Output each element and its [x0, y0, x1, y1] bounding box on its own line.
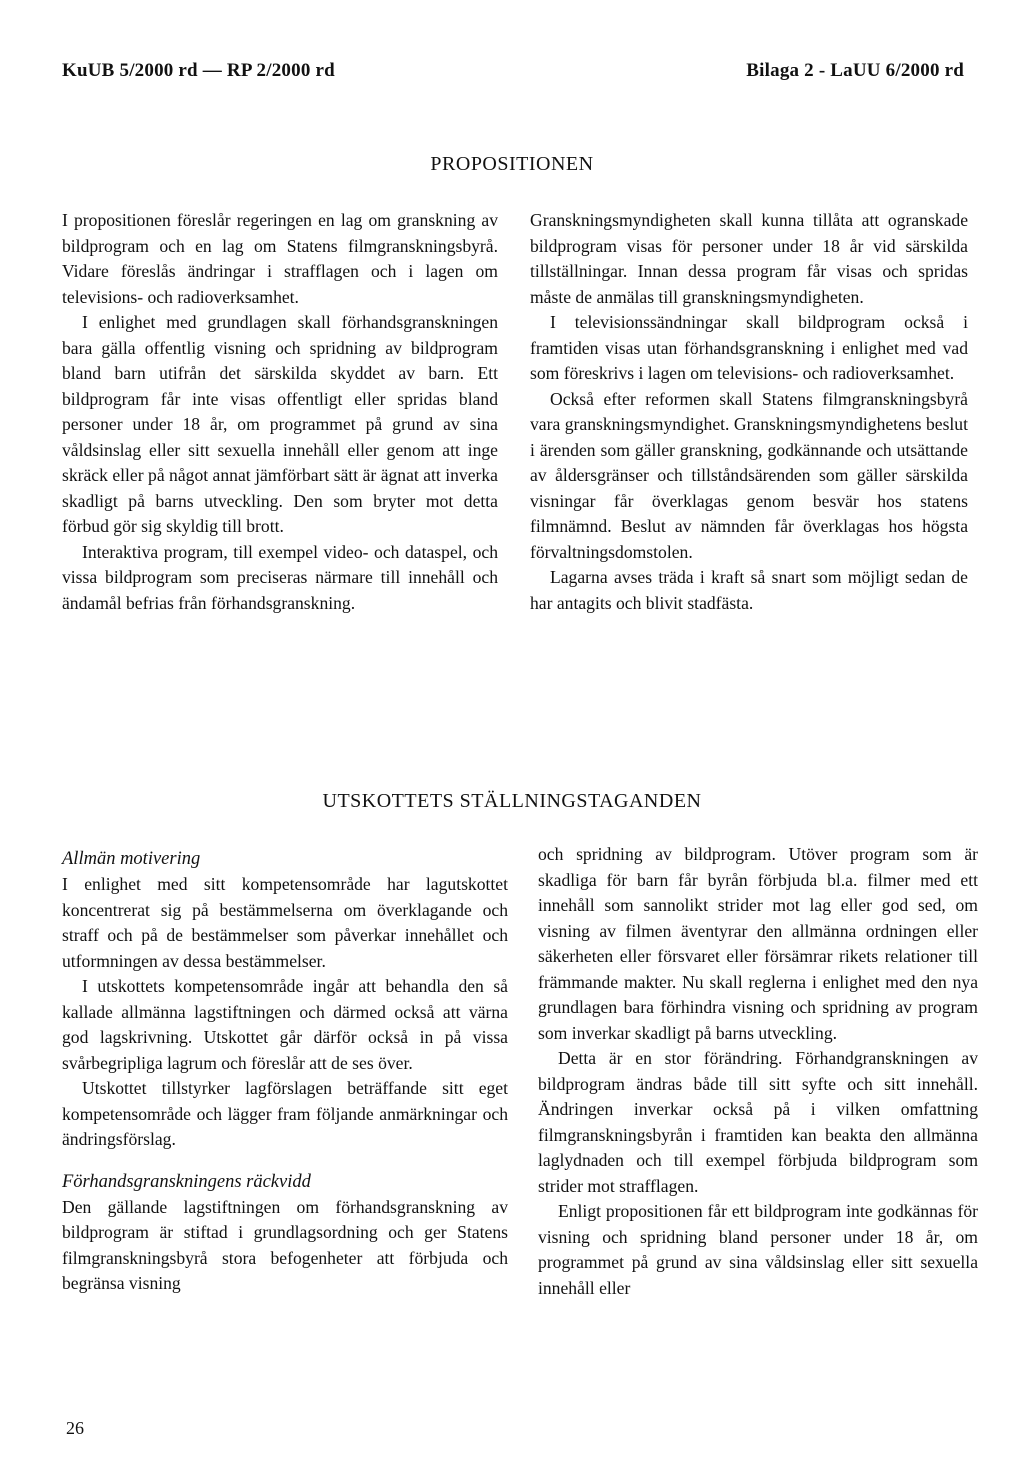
subheading-allman-motivering: Allmän motivering — [62, 849, 201, 869]
header-left: KuUB 5/2000 rd — RP 2/2000 rd — [62, 60, 335, 81]
paragraph: Interaktiva program, till exempel video- och dataspel, och vissa bildprogram som preciseras närmare till innehåll och ändamål befrias från förhandsgranskning. — [62, 541, 498, 613]
subheading-forhandsgranskningens-rackvidd: Förhandsgranskningens räckvidd — [62, 1171, 311, 1192]
paragraph: Också efter reformen skall Statens filmgranskningsbyrå vara granskningsmyndighet. Granskningsmyndighetens beslut i ärenden som gäller granskning, godkännande och utsättande av åldersgränser och tillståndsärenden som gäller särskilda visningar får överklagas genom besvär hos statens filmnämnd. Beslut av nämnden får överklagas hos högsta förvaltningsdomstolen. — [530, 388, 968, 562]
utskottets-right-column — [538, 842, 978, 1301]
paragraph: Utskottet tillstyrker lagförslagen beträffande sitt eget kompetensområde och lägger fram följande anmärkningar och ändringsförslag. — [62, 1078, 508, 1149]
header-right: Bilaga 2 - LaUU 6/2000 rd — [746, 60, 964, 81]
section-title-utskottets: UTSKOTTETS STÄLLNINGSTAGANDEN — [322, 790, 702, 812]
utskottets-left-column — [62, 846, 508, 1297]
paragraph: I enlighet med grundlagen skall förhandsgranskningen bara gälla offentlig visning och spridning av bildprogram bland barn utifrån det särskilda skyddet av barn. Ett bildprogram får inte visas offentligt eller spridas bland personer under 18 år, om programmet på grund av sina våldsinslag eller sitt sexuella innehåll eller genom att inge skräck eller på något annat jämförbart sätt är ägnat att inverka skadligt på barns utveckling. Den som bryter mot detta förbud gör sig skyldig till brott. — [62, 312, 498, 536]
paragraph: Den gällande lagstiftningen om förhandsgranskning av bildprogram är stiftad i grundlagsordning och ger Statens filmgranskningsbyrå stora befogenheter att förbjuda och begränsa visning — [62, 1196, 508, 1293]
paragraph: I televisionssändningar skall bildprogram också i framtiden visas utan förhandsgranskning i enlighet med vad som föreskrivs i lagen om televisions- och radioverksamhet. — [530, 312, 968, 383]
paragraph: och spridning av bildprogram. Utöver program som är skadliga för barn får byrån förbjuda bl.a. filmer med ett innehåll som sannolikt strider mot lag eller god sed, om visning av filmen äventyrar den allmänna ordningen eller säkerheten eller försvaret eller försämrar rikets relationer till främmande makter. Nu skall reglerna i enlighet med den nya grundlagen bara förhindra visning och spridning av program som inverkar skadligt på barns utveckling. — [538, 844, 978, 1043]
paragraph: I propositionen föreslår regeringen en lag om granskning av bildprogram och en lag om Statens filmgranskningsbyrå. Vidare föreslås ändringar i strafflagen och i lagen om televisions- och radioverksamhet. — [62, 210, 498, 307]
paragraph: Granskningsmyndigheten skall kunna tillåta att ogranskade bildprogram visas för personer under 18 år vid särskilda tillställningar. Innan dessa program får visas och spridas måste de anmälas till granskningsmyndigheten. — [530, 210, 968, 307]
propositionen-right-column — [530, 208, 968, 616]
propositionen-left-column — [62, 208, 498, 616]
spacer — [62, 1153, 508, 1169]
paragraph: I utskottets kompetensområde ingår att behandla den så kallade allmänna lagstiftningen och därmed också att värna god lagskrivning. Utskottet går därför också in på vissa svårbegripliga lagrum och föreslår att de ses över. — [62, 976, 508, 1073]
paragraph: Enligt propositionen får ett bildprogram inte godkännas för visning och spridning bland personer under 18 år, om programmet på grund av sina våldsinslag eller sitt sexuella innehåll eller — [538, 1201, 978, 1298]
paragraph: Lagarna avses träda i kraft så snart som möjligt sedan de har antagits och blivit stadfästa. — [530, 567, 968, 613]
paragraph: I enlighet med sitt kompetensområde har lagutskottet koncentrerat sig på bestämmelserna om överklagande och straff och på de bestämmelser som påverkar innehållet och utformningen av dessa bestämmelser. — [62, 874, 508, 971]
paragraph: Detta är en stor förändring. Förhandgranskningen av bildprogram ändras både till sitt syfte och sitt innehåll. Ändringen inverkar också på i vilken omfattning filmgranskningsbyrån i framtiden kan beakta den allmänna laglydnaden och till exempel förbjuda bildprogram som strider mot strafflagen. — [538, 1048, 978, 1196]
section-title-propositionen: PROPOSITIONEN — [430, 153, 594, 175]
page-number: 26 — [66, 1418, 84, 1438]
